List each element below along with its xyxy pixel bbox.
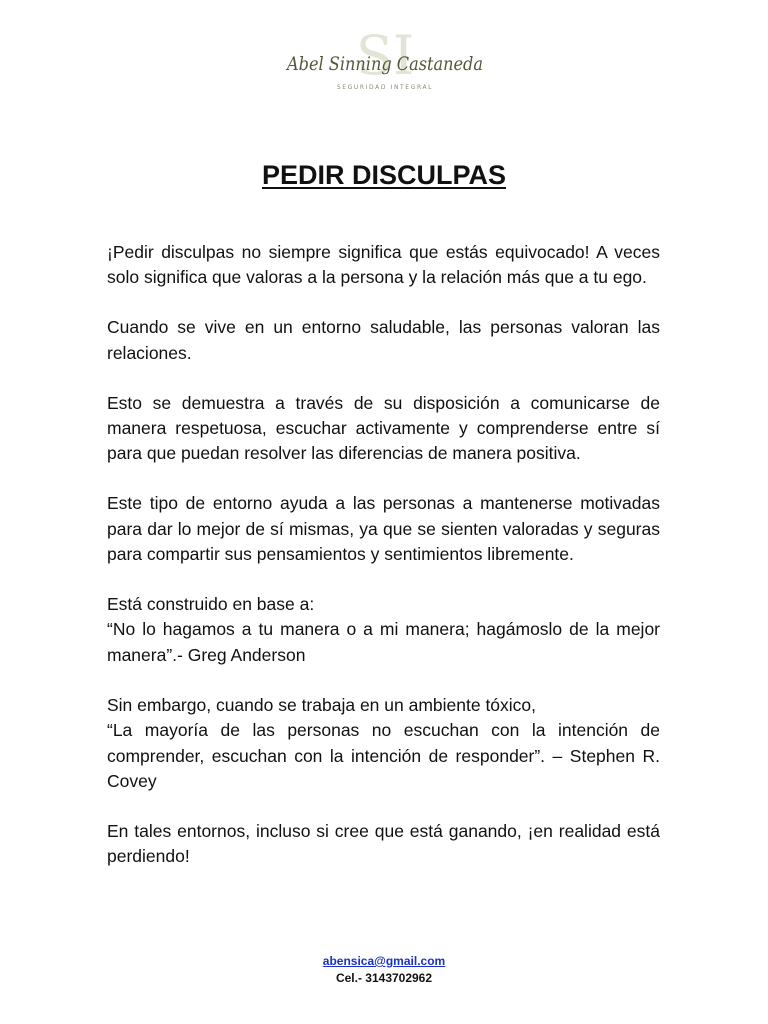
paragraph-apology: ¡Pedir disculpas no siempre significa que estás equivocado! A veces solo significa que valoras a la persona y la relación más que a tu ego. (107, 242, 660, 288)
logo-signature: Abel Sinning Castaneda (285, 53, 483, 75)
page-title: PEDIR DISCULPAS (261, 160, 507, 190)
paragraph-closing: En tales entornos, incluso si cree que está ganando, ¡en realidad está perdiendo! (107, 820, 660, 867)
document-body (107, 240, 660, 894)
paragraph-healthy-environment: Cuando se vive en un entorno saludable, las personas valoran las relaciones. (107, 317, 660, 363)
paragraph-quote-anderson (107, 592, 660, 668)
logo-graphic (280, 28, 490, 84)
quote-anderson: “No lo hagamos a tu manera o a mi manera; hagámoslo de la mejor manera”.- Greg Anderson (107, 619, 660, 665)
paragraph-respectful-communication: Esto se demuestra a través de su disposición a comunicarse de manera respetuosa, escuchar activamente y comprenderse entre sí para que puedan resolver las diferencias de manera positiva. (107, 392, 660, 464)
footer (0, 953, 768, 987)
logo-monogram: SI (355, 28, 415, 84)
paragraph-motivation: Este tipo de entorno ayuda a las personas a mantenerse motivadas para dar lo mejor de sí mismas, ya que se sienten valoradas y seguras para compartir sus pensamientos y sentimientos libremente. (107, 493, 660, 565)
intro-line: Está construido en base a: (107, 594, 315, 615)
phone-number: Cel.- 3143702962 (335, 971, 433, 985)
logo-caption: SEGURIDAD INTEGRAL (336, 84, 434, 91)
paragraph-quote-covey (107, 693, 660, 795)
contrast-line: Sin embargo, cuando se trabaja en un ambiente tóxico, (107, 694, 537, 715)
email-link[interactable]: abensica@gmail.com (322, 954, 446, 968)
quote-covey: “La mayoría de las personas no escuchan con la intención de comprender, escuchan con la intención de responder”. – Stephen R. Covey (107, 720, 660, 791)
logo (280, 28, 490, 98)
